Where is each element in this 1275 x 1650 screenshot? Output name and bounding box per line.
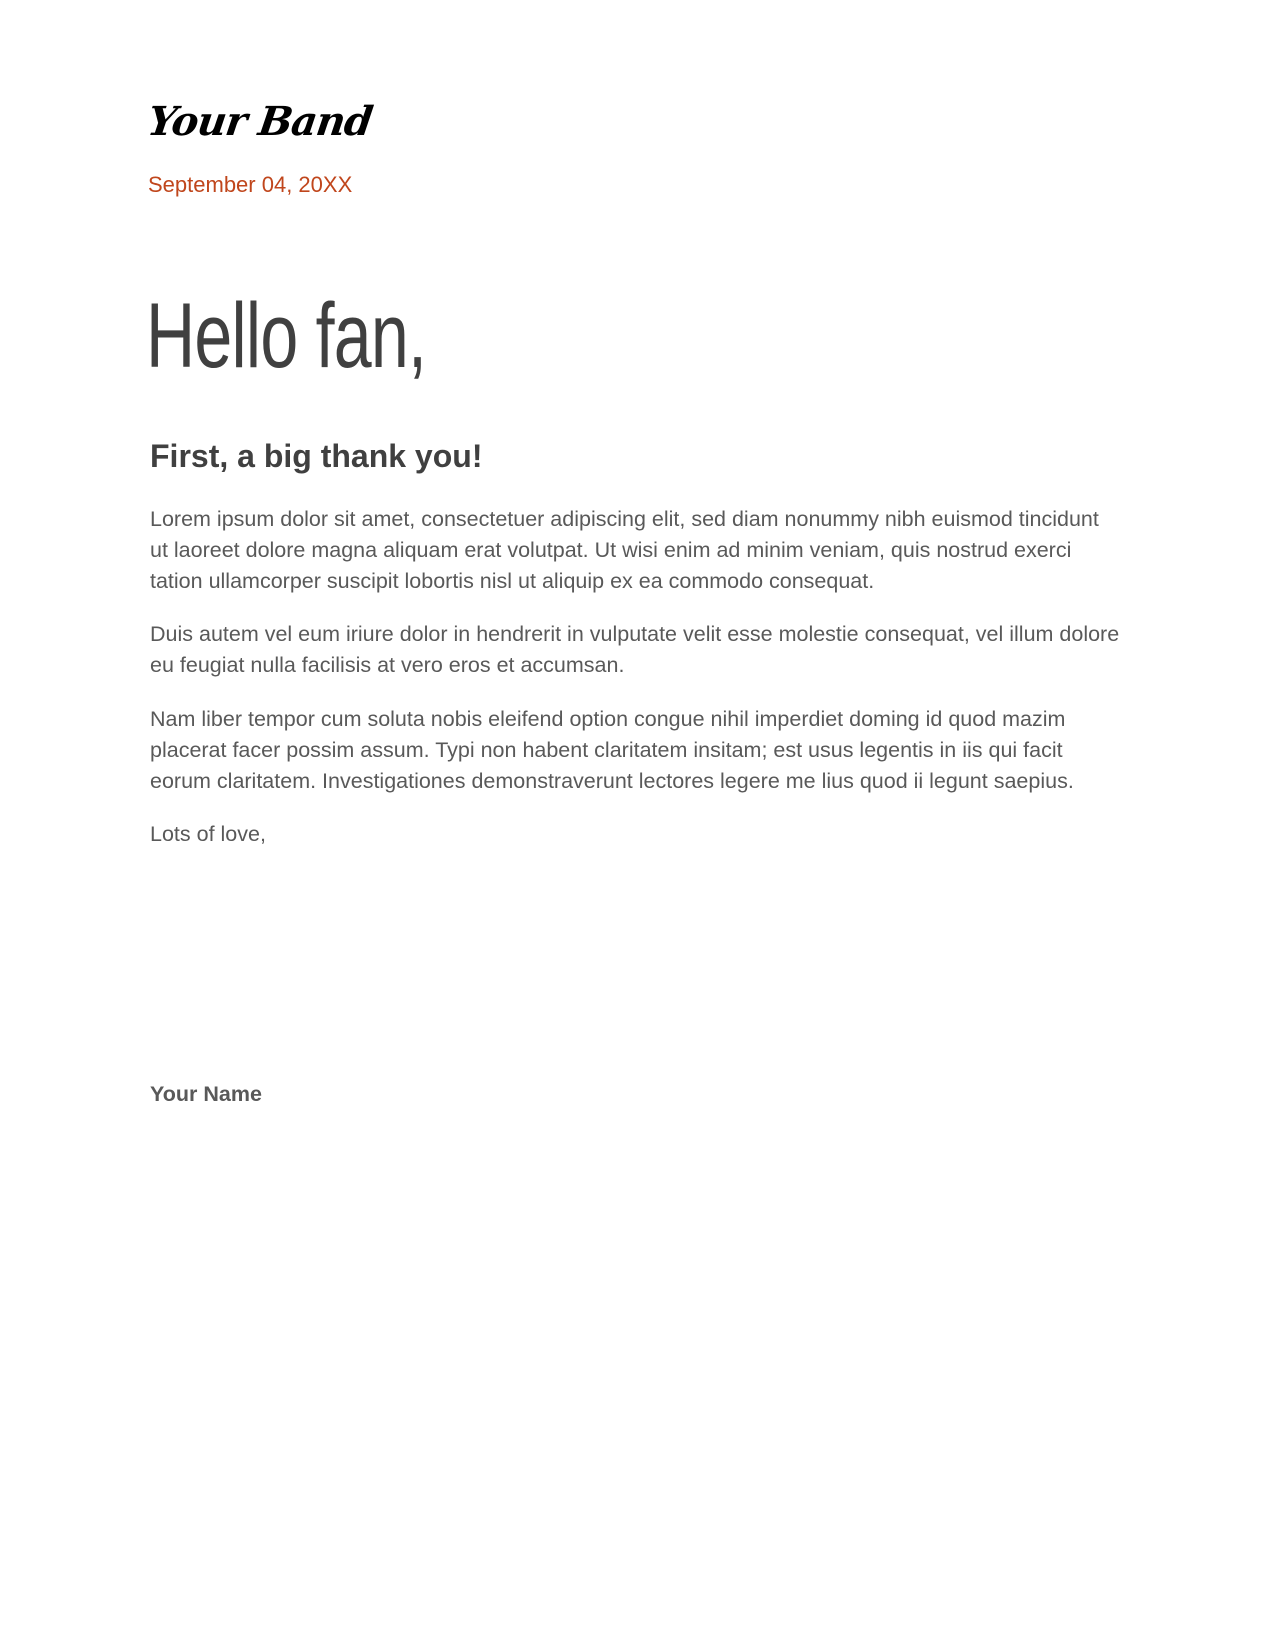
body-paragraph-1: Lorem ipsum dolor sit amet, consectetuer adipiscing elit, sed diam nonummy nibh euismod tincidunt ut laoreet dolore magna aliquam erat volutpat. Ut wisi enim ad minim veniam, quis nostrud exerci tation ullamcorper suscipit lobortis nisl ut aliquip ex ea commodo consequat. [150, 507, 1099, 593]
body-paragraph-3: Nam liber tempor cum soluta nobis eleifend option congue nihil imperdiet doming id quod mazim placerat facer possim assum. Typi non habent claritatem insitam; est usus legentis in iis qui facit eorum claritatem. Investigationes demonstraverunt lectores legere me lius quod ii legunt saepius. [150, 707, 1074, 793]
letter-date: September 04, 20XX [148, 172, 353, 197]
greeting-heading: Hello fan, [146, 285, 427, 387]
signature-name: Your Name [150, 1082, 262, 1106]
band-name: Your Band [144, 98, 375, 145]
subheading: First, a big thank you! [150, 438, 483, 474]
closing-line: Lots of love, [150, 822, 266, 846]
body-paragraph-2: Duis autem vel eum iriure dolor in hendrerit in vulputate velit esse molestie consequat, vel illum dolore eu feugiat nulla facilisis at vero eros et accumsan. [150, 622, 1120, 677]
